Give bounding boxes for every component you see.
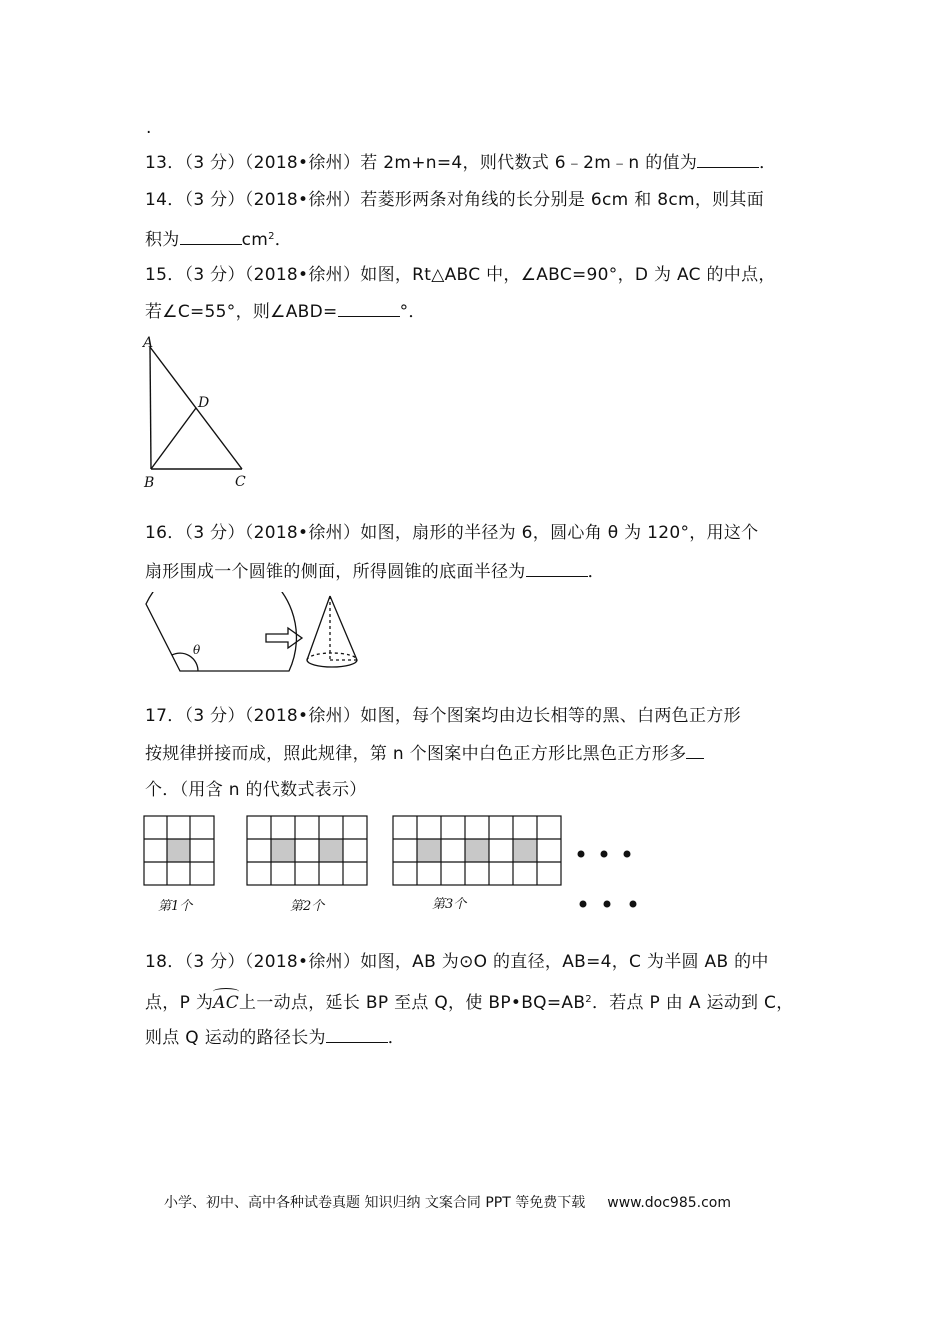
q14-text-line1: 若菱形两条对角线的长分别是 6cm 和 8cm，则其面 <box>360 190 765 210</box>
label-b: B <box>144 475 155 491</box>
q16-text-line1: 如图，扇形的半径为 6，圆心角 θ 为 120°，用这个 <box>360 523 759 543</box>
q14-sup: 2 <box>268 231 275 242</box>
label-a: A <box>143 335 154 351</box>
footer-url[interactable]: www.doc985.com <box>607 1195 731 1211</box>
question-16 <box>145 521 758 545</box>
q17-source: （2018•徐州） <box>244 706 361 726</box>
theta-label: θ <box>193 643 201 657</box>
gray-tile-3-2 <box>465 839 489 862</box>
q14-number: 14． <box>145 190 185 210</box>
question-18-line3 <box>145 1026 405 1050</box>
gray-tile-3-1 <box>417 839 441 862</box>
right-arrow-icon <box>266 628 302 648</box>
q18-sup: 2 <box>585 994 592 1005</box>
question-14-line2 <box>145 225 292 252</box>
triangle-figure <box>135 333 265 493</box>
q14-unit: cm <box>241 230 269 250</box>
question-15-line2 <box>145 300 426 324</box>
question-17 <box>145 704 741 728</box>
q17-score: （3 分） <box>184 706 245 726</box>
caption-pattern-3: 第3个 <box>432 897 467 912</box>
q18-end: ． <box>387 1028 406 1048</box>
footer-text: 小学、初中、高中各种试卷真题 知识归纳 文案合同 PPT 等免费下载 <box>164 1195 586 1211</box>
q18-text-line2c: ．若点 P 由 A 运动到 C， <box>591 993 794 1013</box>
q14-source: （2018•徐州） <box>244 190 361 210</box>
q15-source: （2018•徐州） <box>244 265 361 285</box>
q18-number: 18． <box>145 952 185 972</box>
q15-score: （3 分） <box>184 265 245 285</box>
leading-dot: . <box>146 118 152 138</box>
q15-end: °． <box>399 302 426 322</box>
gray-tile-3-3 <box>513 839 537 862</box>
question-17-line3 <box>145 778 367 802</box>
q15-number: 15． <box>145 265 185 285</box>
arc-ac: AC <box>213 993 240 1013</box>
gray-tile-1-1 <box>167 839 190 862</box>
q17-text-line2: 按规律拼接而成，照此规律，第 n 个图案中白色正方形比黑色正方形多 <box>145 744 687 764</box>
q18-blank <box>326 1026 388 1043</box>
q15-text-line2: 若∠C=55°，则∠ABD= <box>145 302 338 322</box>
question-14 <box>145 188 764 212</box>
q14-text-line2: 积为 <box>145 230 180 250</box>
q16-source: （2018•徐州） <box>244 523 361 543</box>
question-18 <box>145 950 769 974</box>
cone-arrow-figure <box>262 592 372 682</box>
q14-blank <box>180 228 242 245</box>
q17-text-line3: 个．（用含 n 的代数式表示） <box>145 780 367 800</box>
q18-text-line2b: 上一动点，延长 BP 至点 Q，使 BP•BQ=AB <box>239 993 586 1013</box>
q13-end: ． <box>759 153 777 173</box>
caption-pattern-2: 第2个 <box>290 899 325 914</box>
q15-text-line1: 如图，Rt△ABC 中，∠ABC=90°，D 为 AC 的中点， <box>360 265 776 285</box>
q16-text-line2: 扇形围成一个圆锥的侧面，所得圆锥的底面半径为 <box>145 562 526 582</box>
label-d: D <box>198 395 210 411</box>
q15-blank <box>338 300 400 317</box>
q16-score: （3 分） <box>184 523 245 543</box>
q18-source: （2018•徐州） <box>244 952 361 972</box>
q18-score: （3 分） <box>184 952 245 972</box>
q16-end: ． <box>587 562 605 582</box>
label-c: C <box>235 474 246 490</box>
q14-score: （3 分） <box>184 190 245 210</box>
q13-text: 若 2m+n=4，则代数式 6﹣2m﹣n 的值为 <box>360 153 698 173</box>
q16-blank <box>526 560 588 577</box>
tile-pattern-figure <box>140 810 650 920</box>
q17-number: 17． <box>145 706 185 726</box>
caption-pattern-1: 第1个 <box>158 899 193 914</box>
question-15 <box>145 263 776 287</box>
q13-number: 13． <box>145 153 185 173</box>
q13-blank <box>697 151 759 168</box>
question-18-line2 <box>145 988 794 1015</box>
q17-blank <box>686 742 704 759</box>
question-17-line2 <box>145 742 704 766</box>
q18-text-line3: 则点 Q 运动的路径长为 <box>145 1028 326 1048</box>
gray-tile-2-1 <box>271 839 295 862</box>
q16-number: 16． <box>145 523 185 543</box>
question-13 <box>145 151 776 175</box>
question-16-line2 <box>145 560 605 584</box>
q18-text-line2a: 点，P 为 <box>145 993 214 1013</box>
q17-text-line1: 如图，每个图案均由边长相等的黑、白两色正方形 <box>360 706 741 726</box>
q13-source: （2018•徐州） <box>244 153 361 173</box>
footer <box>164 1192 731 1212</box>
gray-tile-2-2 <box>319 839 343 862</box>
q14-end: ． <box>274 230 293 250</box>
q13-score: （3 分） <box>184 153 245 173</box>
q18-text-line1: 如图，AB 为⊙O 的直径，AB=4，C 为半圆 AB 的中 <box>360 952 769 972</box>
